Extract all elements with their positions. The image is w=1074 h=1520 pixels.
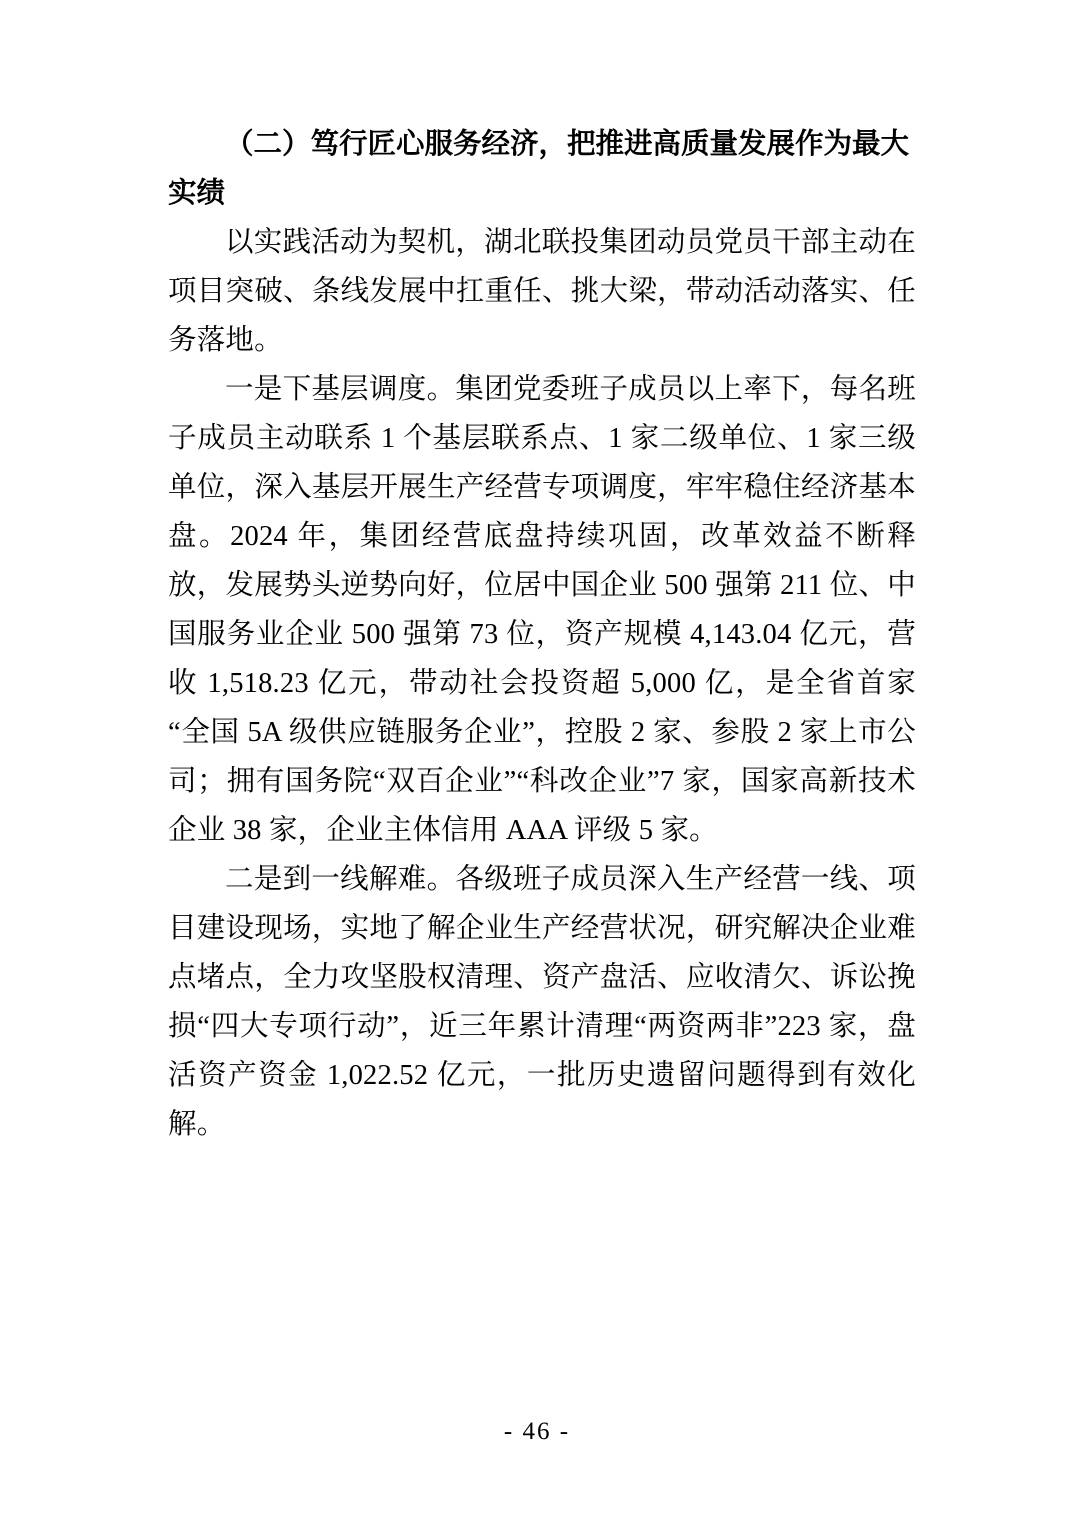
paragraph-3: 二是到一线解难。各级班子成员深入生产经营一线、项目建设现场，实地了解企业生产经营状况，研究解决企业难点堵点，全力攻坚股权清理、资产盘活、应收清欠、诉讼挽损“四大专项行动”，近三年累计清理“两资两非”223 家，盘活资产资金 1,022.52 亿元，一批历史遗留问题得到有效化解。: [168, 864, 916, 1140]
page-content: [168, 120, 916, 1149]
page-number: - 46 -: [503, 1418, 571, 1445]
section-heading: （二）笃行匠心服务经济，把推进高质量发展作为最大实绩: [168, 129, 910, 209]
paragraph-1: 以实践活动为契机，湖北联投集团动员党员干部主动在项目突破、条线发展中扛重任、挑大梁，带动活动落实、任务落地。: [168, 227, 916, 356]
paragraph-2: 一是下基层调度。集团党委班子成员以上率下，每名班子成员主动联系 1 个基层联系点、1 家二级单位、1 家三级单位，深入基层开展生产经营专项调度，牢牢稳住经济基本盘。2024 年，集团经营底盘持续巩固，改革效益不断释放，发展势头逆势向好，位居中国企业 500 强第 211 位、中国服务业企业 500 强第 73 位，资产规模 4,143.04 亿元，营收 1,518.23 亿元，带动社会投资超 5,000 亿，是全省首家“全国 5A 级供应链服务企业”，控股 2 家、参股 2 家上市公司；拥有国务院“双百企业”“科改企业”7 家，国家高新技术企业 38 家，企业主体信用 AAA 评级 5 家。: [168, 374, 916, 846]
